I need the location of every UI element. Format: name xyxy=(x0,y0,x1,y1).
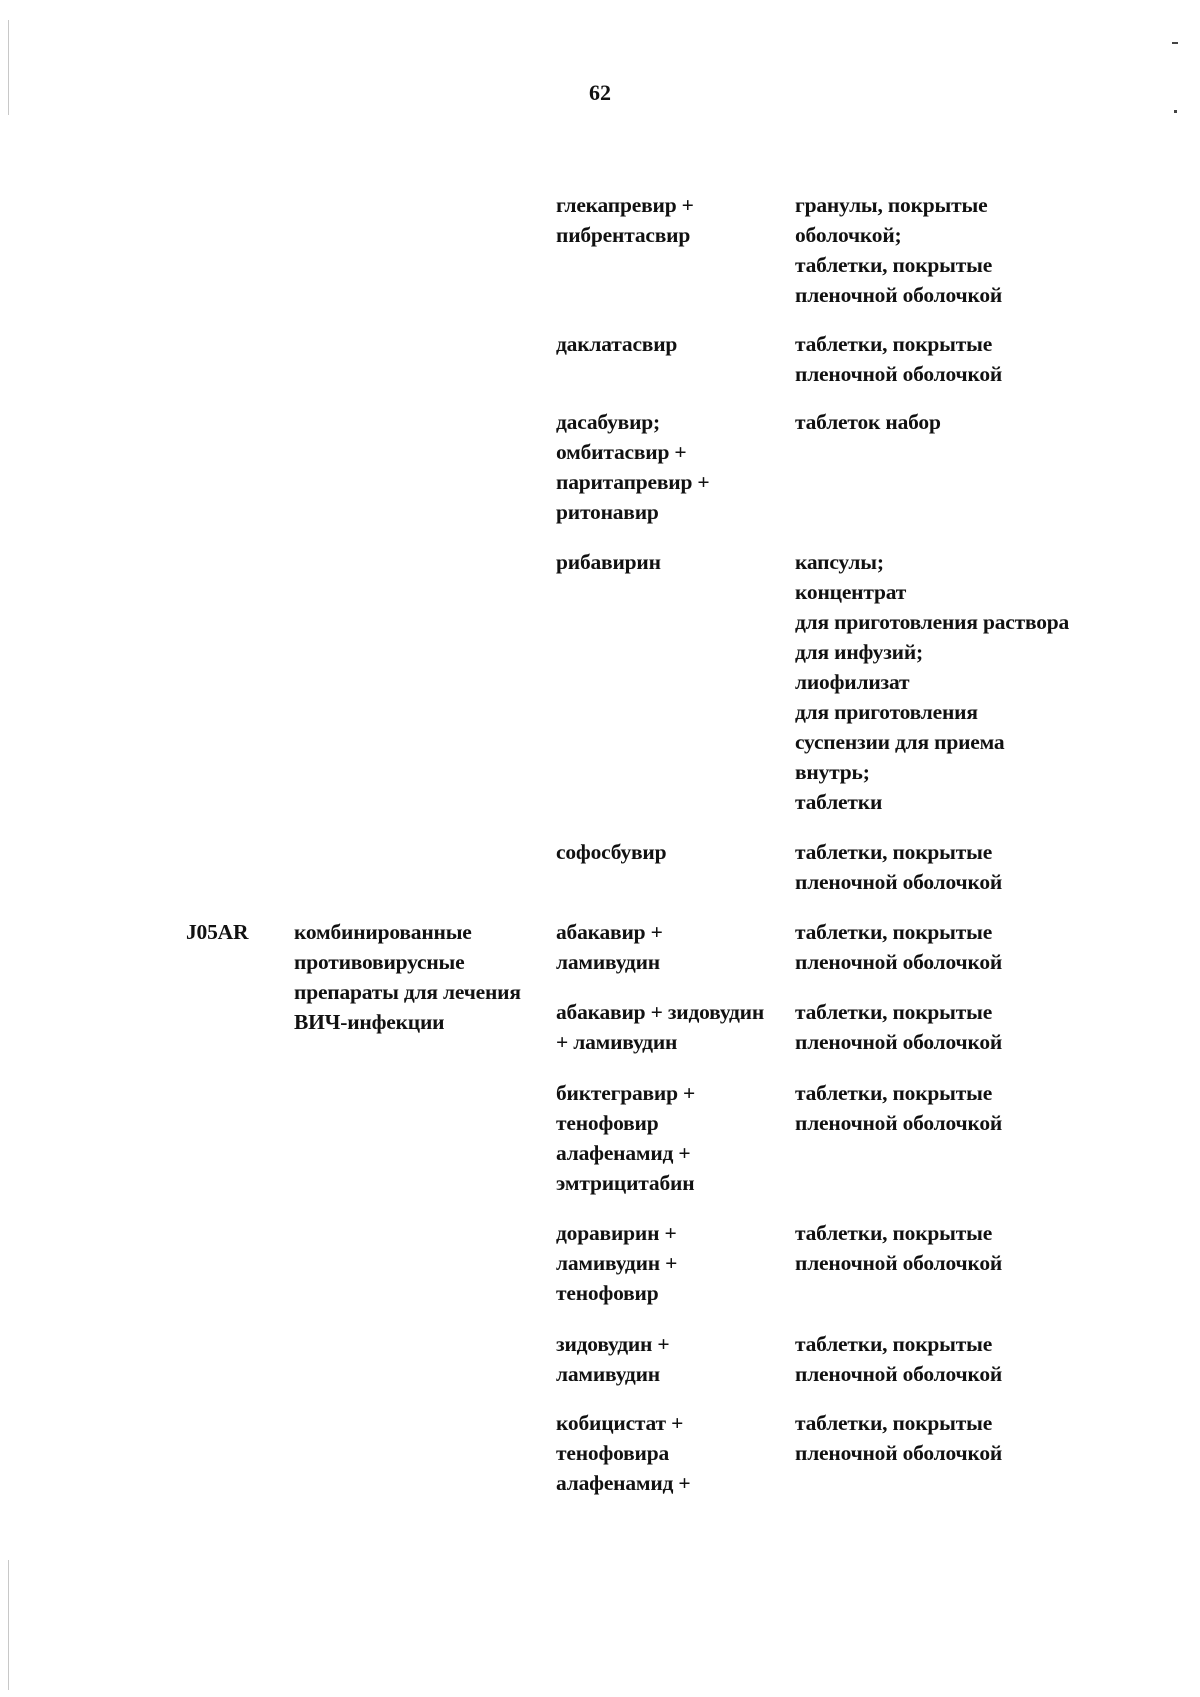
dosage-form: капсулы; концентрат для приготовления раствора для инфузий; лиофилизат для приготовления суспензии для приема внутрь; таблетки xyxy=(795,550,1070,814)
drug-name: доравирин + ламивудин + тенофовир xyxy=(556,1221,678,1305)
dosage-form: таблетки, покрытые пленочной оболочкой xyxy=(795,1221,1003,1275)
dosage-form: таблетки, покрытые пленочной оболочкой xyxy=(795,1332,1003,1386)
drug-name: глекапревир + пибрентасвир xyxy=(556,193,694,247)
drug-name: кобицистат + тенофовира алафенамид + xyxy=(556,1411,691,1495)
dosage-form: таблетки, покрытые пленочной оболочкой xyxy=(795,920,1003,974)
scan-mark xyxy=(1172,42,1178,44)
drug-name: рибавирин xyxy=(556,550,661,574)
scan-mark xyxy=(1174,110,1177,113)
dosage-form: таблетки, покрытые пленочной оболочкой xyxy=(795,840,1003,894)
pharmacological-group: комбинированные противовирусные препараты для лечения ВИЧ-инфекции xyxy=(294,920,521,1034)
drug-name: абакавир + ламивудин xyxy=(556,920,663,974)
drug-name: софосбувир xyxy=(556,840,667,864)
dosage-form: таблетки, покрытые пленочной оболочкой xyxy=(795,1081,1003,1135)
dosage-form: гранулы, покрытые оболочкой; таблетки, покрытые пленочной оболочкой xyxy=(795,193,1003,307)
drug-name: дасабувир; омбитасвир + паритапревир + ритонавир xyxy=(556,410,710,524)
scan-edge-lower xyxy=(8,1560,9,1690)
atc-code: J05AR xyxy=(186,920,249,944)
drug-name: биктегравир + тенофовир алафенамид + эмтрицитабин xyxy=(556,1081,696,1195)
dosage-form: таблеток набор xyxy=(795,410,941,434)
drug-name: даклатасвир xyxy=(556,332,678,356)
page-number: 62 xyxy=(589,80,611,105)
dosage-form: таблетки, покрытые пленочной оболочкой xyxy=(795,1411,1003,1465)
drug-name: зидовудин + ламивудин xyxy=(556,1332,670,1386)
dosage-form: таблетки, покрытые пленочной оболочкой xyxy=(795,1000,1003,1054)
drug-name: абакавир + зидовудин + ламивудин xyxy=(556,1000,765,1054)
dosage-form: таблетки, покрытые пленочной оболочкой xyxy=(795,332,1003,386)
